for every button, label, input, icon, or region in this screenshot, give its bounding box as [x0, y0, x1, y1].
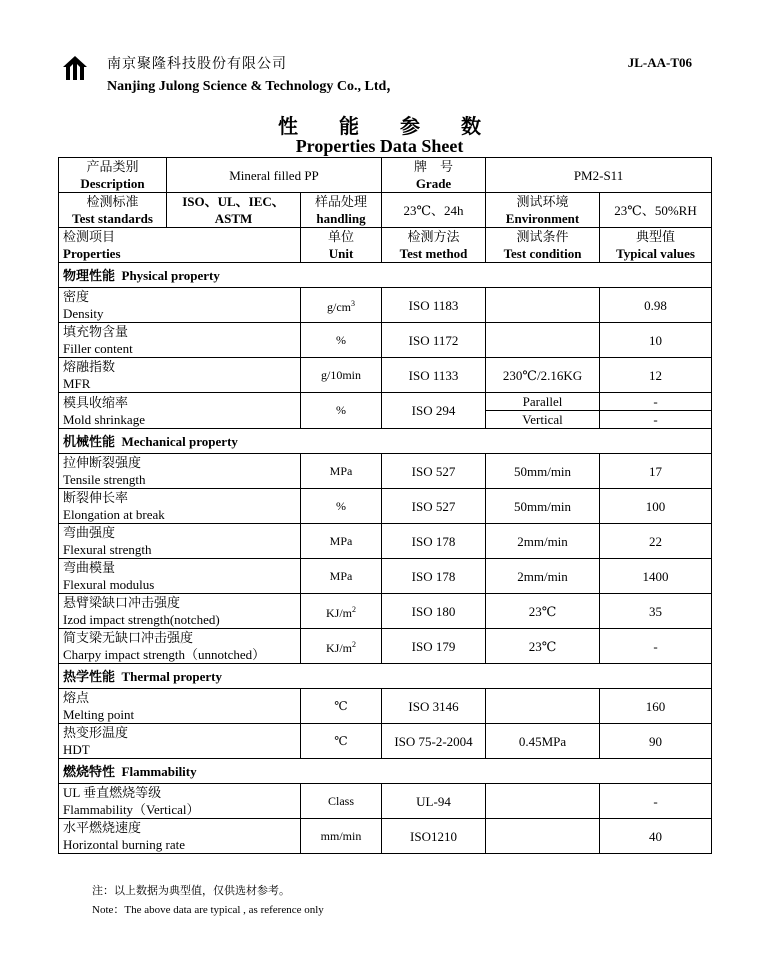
value-cell: -	[600, 411, 712, 429]
environment-value: 23℃、50%RH	[600, 193, 712, 228]
section-title-cn: 物理性能	[63, 267, 116, 283]
test-standards-label: 检测标准 Test standards	[59, 193, 167, 228]
unit-cell: $KJ/m^2$	[301, 594, 382, 629]
company-name-cn: 南京聚隆科技股份有限公司	[107, 57, 287, 72]
table-row	[59, 489, 712, 524]
value-cell: -	[600, 784, 712, 819]
property-name-en: HDT	[63, 742, 90, 757]
method-cell: ISO 3146	[382, 689, 486, 724]
section-title-en: Mechanical property	[121, 433, 238, 449]
condition-cell: 2mm/min	[486, 559, 600, 594]
footnote-cn: 注：以上数据为典型值，仅供选材参考。	[92, 885, 290, 897]
condition-cell: 2mm/min	[486, 524, 600, 559]
property-name-en: Flammability（Vertical）	[63, 802, 200, 817]
property-name-en: Filler content	[63, 341, 133, 356]
unit-cell: $KJ/m^2$	[301, 629, 382, 664]
property-name-cn: UL 垂直燃烧等级	[63, 785, 162, 800]
property-name-en: Melting point	[63, 707, 135, 722]
col-properties: 检测项目 Properties	[59, 228, 301, 263]
test-standards-value: ISO、UL、IEC、 ASTM	[167, 193, 301, 228]
column-header-row	[59, 228, 712, 263]
company-name-en: Nanjing Julong Science & Technology Co., Ltd，	[107, 79, 401, 94]
handling-label: 样品处理 handling	[301, 193, 382, 228]
property-name-cn: 模具收缩率	[63, 394, 129, 410]
environment-label: 测试环境 Environment	[486, 193, 600, 228]
value-cell: 1400	[600, 559, 712, 594]
title-cn: 性 能 参 数	[278, 116, 499, 138]
footnote-en: Note：The above data are typical , as reference only	[92, 904, 324, 916]
properties-table	[58, 157, 712, 854]
table-row	[59, 724, 712, 759]
property-name-cn: 断裂伸长率	[63, 490, 129, 505]
section-flammability	[59, 759, 712, 784]
method-cell: ISO 527	[382, 454, 486, 489]
property-name-en: Elongation at break	[63, 507, 165, 522]
property-name-cn: 熔融指数	[63, 359, 116, 374]
property-name-en: Horizontal burning rate	[63, 837, 186, 852]
table-row	[59, 629, 712, 664]
section-thermal	[59, 664, 712, 689]
condition-cell	[486, 819, 600, 854]
col-test-method: 检测方法 Test method	[382, 228, 486, 263]
condition-cell: 23℃	[486, 629, 600, 664]
value-cell: 22	[600, 524, 712, 559]
document-header	[62, 50, 712, 100]
condition-cell: 50mm/min	[486, 454, 600, 489]
condition-cell: Parallel	[486, 393, 600, 411]
unit-cell: MPa	[301, 454, 382, 489]
handling-value: 23℃、24h	[382, 193, 486, 228]
condition-cell	[486, 689, 600, 724]
property-name-en: Charpy impact strength（unnotched）	[63, 647, 266, 662]
unit-cell: Class	[301, 784, 382, 819]
condition-cell: 230℃/2.16KG	[486, 358, 600, 393]
property-name-cn: 熔点	[63, 690, 90, 705]
value-cell: -	[600, 393, 712, 411]
unit-cell: %	[301, 489, 382, 524]
table-row	[59, 454, 712, 489]
method-cell: ISO 1133	[382, 358, 486, 393]
description-value: Mineral filled PP	[167, 158, 382, 193]
property-name-cn: 填充物含量	[63, 324, 129, 339]
section-physical	[59, 263, 712, 288]
property-name-en: MFR	[63, 376, 91, 391]
method-cell: ISO 178	[382, 559, 486, 594]
method-cell: ISO 1183	[382, 288, 486, 323]
property-name-en: Mold shrinkage	[63, 411, 145, 427]
value-cell: 100	[600, 489, 712, 524]
value-cell: 40	[600, 819, 712, 854]
test-standards-row	[59, 193, 712, 228]
grade-label: 牌 号 Grade	[382, 158, 486, 193]
unit-cell: %	[301, 323, 382, 358]
property-name-cn: 密度	[63, 289, 90, 304]
method-cell: ISO 527	[382, 489, 486, 524]
unit-cell: %	[301, 393, 382, 429]
table-row	[59, 559, 712, 594]
unit-cell: mm/min	[301, 819, 382, 854]
value-cell: -	[600, 629, 712, 664]
property-name-en: Flexural modulus	[63, 577, 155, 592]
table-row	[59, 358, 712, 393]
section-title-cn: 燃烧特性	[63, 763, 116, 779]
property-name-cn: 悬臂梁缺口冲击强度	[63, 595, 181, 610]
method-cell: ISO 179	[382, 629, 486, 664]
table-row	[59, 393, 712, 411]
condition-cell	[486, 784, 600, 819]
unit-cell: MPa	[301, 524, 382, 559]
table-row	[59, 819, 712, 854]
property-name-cn: 拉伸断裂强度	[63, 455, 142, 470]
property-name-cn: 热变形温度	[63, 725, 129, 740]
section-mechanical	[59, 429, 712, 454]
value-cell: 35	[600, 594, 712, 629]
table-row	[59, 288, 712, 323]
section-title-en: Physical property	[121, 267, 220, 283]
property-name-en: Izod impact strength(notched)	[63, 612, 220, 627]
document-code: JL-AA-T06	[627, 55, 692, 70]
property-name-cn: 弯曲模量	[63, 560, 116, 575]
table-row	[59, 323, 712, 358]
property-name-en: Flexural strength	[63, 542, 152, 557]
value-cell: 90	[600, 724, 712, 759]
property-name-cn: 简支梁无缺口冲击强度	[63, 630, 194, 645]
section-title-en: Flammability	[121, 763, 197, 779]
section-title-cn: 热学性能	[63, 668, 116, 684]
method-cell: ISO 178	[382, 524, 486, 559]
value-cell: 160	[600, 689, 712, 724]
unit-cell: MPa	[301, 559, 382, 594]
title-en: Properties Data Sheet	[295, 136, 464, 156]
method-cell: ISO 180	[382, 594, 486, 629]
table-row	[59, 784, 712, 819]
unit-cell: $g/cm^3$	[301, 288, 382, 323]
property-name-cn: 水平燃烧速度	[63, 820, 142, 835]
unit-cell: ℃	[301, 689, 382, 724]
method-cell: ISO 75-2-2004	[382, 724, 486, 759]
condition-cell	[486, 288, 600, 323]
value-cell: 10	[600, 323, 712, 358]
table-row	[59, 594, 712, 629]
value-cell: 17	[600, 454, 712, 489]
condition-cell: Vertical	[486, 411, 600, 429]
property-name-cn: 弯曲强度	[63, 525, 116, 540]
value-cell: 0.98	[600, 288, 712, 323]
julong-logo	[62, 55, 88, 81]
method-cell: ISO1210	[382, 819, 486, 854]
grade-value: PM2-S11	[486, 158, 712, 193]
condition-cell: 0.45MPa	[486, 724, 600, 759]
col-typical-values: 典型值 Typical values	[600, 228, 712, 263]
section-title-cn: 机械性能	[63, 433, 116, 449]
method-cell: ISO 294	[382, 393, 486, 429]
description-row	[59, 158, 712, 193]
unit-cell: ℃	[301, 724, 382, 759]
col-test-condition: 测试条件 Test condition	[486, 228, 600, 263]
unit-cell: g/10min	[301, 358, 382, 393]
method-cell: ISO 1172	[382, 323, 486, 358]
table-row	[59, 524, 712, 559]
condition-cell	[486, 323, 600, 358]
condition-cell: 50mm/min	[486, 489, 600, 524]
col-unit: 单位 Unit	[301, 228, 382, 263]
section-title-en: Thermal property	[121, 668, 223, 684]
value-cell: 12	[600, 358, 712, 393]
property-name-en: Tensile strength	[63, 472, 146, 487]
method-cell: UL-94	[382, 784, 486, 819]
property-name-en: Density	[63, 306, 104, 321]
description-label: 产品类别 Description	[59, 158, 167, 193]
condition-cell: 23℃	[486, 594, 600, 629]
table-row	[59, 689, 712, 724]
